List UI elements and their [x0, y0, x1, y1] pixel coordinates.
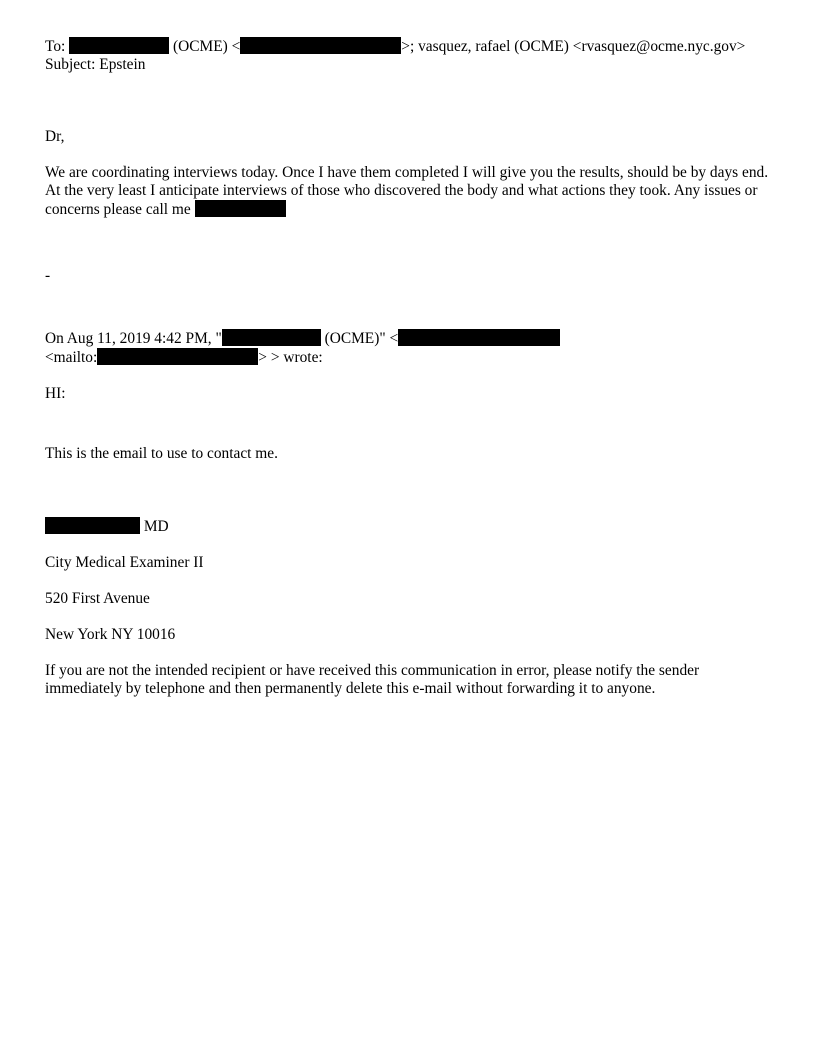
to-org: (OCME) < [173, 38, 241, 55]
quoted-message: This is the email to use to contact me. [45, 445, 278, 462]
subject-line: Subject: Epstein [45, 56, 146, 73]
signature-credential: MD [140, 518, 169, 535]
quoted-date: On Aug 11, 2019 4:42 PM, " [45, 330, 222, 347]
redaction-block [97, 348, 258, 365]
disclaimer: If you are not the intended recipient or have received this communication in error, please notify the sender immediately by telephone and then permanently delete this e-mail without forwarding it to anyone. [45, 662, 700, 697]
body-text: We are coordinating interviews today. Once I have them completed I will give you the results, should be by days end. At the very least I anticipate interviews of those who discovered the body and what actions they took. Any issues or concerns please call me [45, 164, 769, 218]
signature-city: New York NY 10016 [45, 626, 176, 643]
signature-address: 520 First Avenue [45, 590, 150, 607]
body-paragraph [45, 164, 775, 219]
mailto-prefix: <mailto: [45, 349, 98, 366]
quoted-mailto-line [45, 348, 775, 367]
redaction-block [240, 37, 401, 54]
to-recipients: >; vasquez, rafael (OCME) <rvasquez@ocme.nyc.gov> [401, 38, 746, 55]
to-line [45, 37, 775, 56]
redaction-block [195, 200, 286, 217]
signature-name-line [45, 517, 775, 536]
to-label: To: [45, 38, 66, 55]
redaction-block [222, 329, 321, 346]
redaction-block [398, 329, 560, 346]
redaction-block [69, 37, 169, 54]
quoted-header-line [45, 329, 775, 348]
email-document [45, 37, 775, 698]
mailto-suffix: > > wrote: [258, 349, 323, 366]
quoted-hi: HI: [45, 385, 66, 402]
redaction-block [45, 517, 140, 534]
signature-title: City Medical Examiner II [45, 554, 204, 571]
quoted-org: (OCME)" < [320, 330, 399, 347]
greeting: Dr, [45, 128, 65, 145]
dash-separator: - [45, 267, 51, 284]
